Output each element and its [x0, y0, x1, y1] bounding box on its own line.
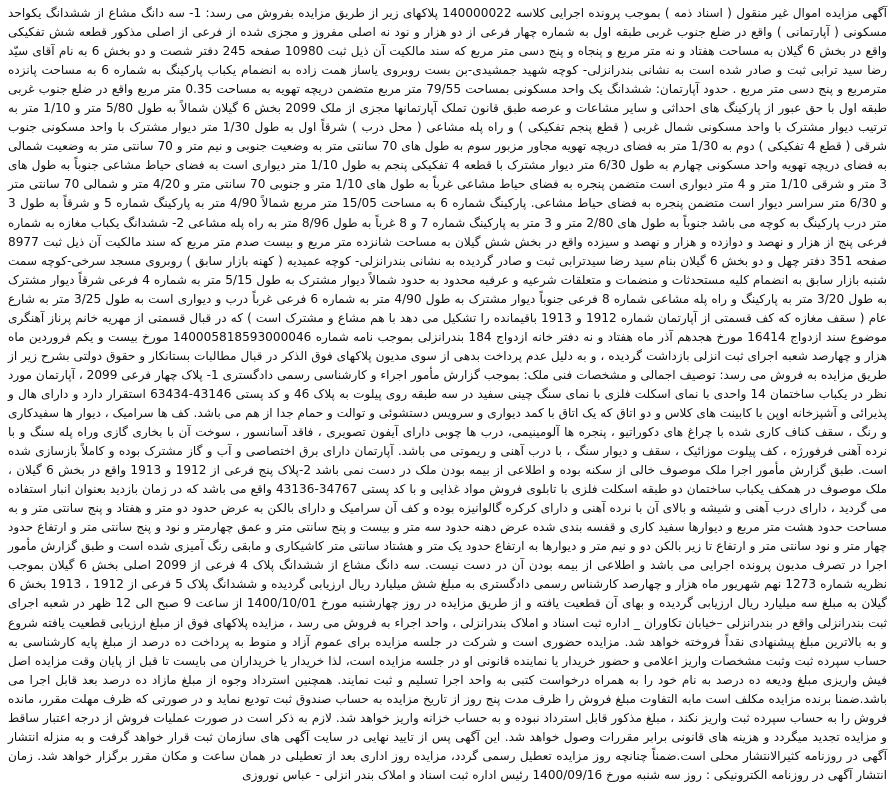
auction-notice-text: آگهی مزایده اموال غیر منقول ( اسناد ذمه ) بموجب پرونده اجرایی کلاسه 140000022 پلاکهای زیر از طریق مزایده بفروش می رسد: 1- سه دانگ مشاع از ششدانگ یکواحد مسکونی ( آپارتمانی ) واقع در ضلع جنوب غربی طبقه اول به شماره چهار فرعی از دو هزار و نود نه اصلی مفروز و مجزی شده از فرعی از اصلی مذکور قطعه شش تفکیکی واقع در بخش 6 گیلان به مساحت هفتاد و نه متر مربع و پنجاه و پنج دسی متر مربع که سند مالکیت آن ذیل ثبت 10980 صفحه 245 دفتر شصت و دو بخش 6 به نام آقای سیّد رضا سید ترابی ثبت و صادر شده است به نشانی بندرانزلی- کوچه شهید جمشیدی-بن بست روبروی یاساز همت زاده به انضمام یکباب پارکینگ به شماره 6 به مساحت پانزده مترمربع و پنج دسی متر مربع . حدود آپارتمان: ششدانگ یک واحد مسکونی بمساحت 79/55 متر مربع متضمن دریچه تهویه به مساحت 0.35 متر مربع واقع در ضلع جنوب غربی طبقه اول با حق عبور از پارکینگ های احداثی و سایر مشاعات و عرصه طبق قانون تملک آپارتمانها مجزی از ملک 2099 بخش 6 گیلان شمالاً به طول 5/80 متر و 1/10 متر به ترتیب دیوار مشترک با واحد مسکونی شمال غربی ( قطع پنجم تفکیکی ) و راه پله مشاعی ( محل درب ) شرقاً اول به طول 1/30 متر دیوار مشترک با واحد مسکونی جنوب شرقی ( قطع 4 تفکیکی ) دوم به 1/30 متر به فضای دریچه تهویه مجاور مزبور سوم به طول های 70 سانتی متر به وضعیت جنوبی و نیم متر و 70 سانتی متر به وضعیت شمالی به فضای دریچه تهویه واحد مسکونی چهارم به طول 6/30 متر دیوار مشترک با قطعه 4 تفکیکی پنجم به طول 1/10 متر دیواری است به فضای حیاط مشاعی جنوباً به طول های 3 متر و شرقی 1/10 متر و 4 متر دیواری است متضمن پنجره به فضای حیاط مشاعی غرباً به طول های 1/10 متر و جنوبی 70 سانتی متر و 4/20 متر و شمالی 70 سانتی متر و 6/30 متر سراسر دیوار است متضمن پنجره به فضای حیاط مشاعی. پارکینگ شماره 6 به مساحت 15/05 متر مربع شمالاً 4/90 متر به پارکینگ شماره 5 و شرقاً به طول 3 متر درب پارکینگ به کوچه می باشد جنوباً به طول های 2/80 متر و 3 متر به پارکینگ شماره 7 و 8 غرباً به طول 8/96 متر به راه پله مشاعی 2- ششدانگ یکباب مغازه به شماره فرعی پنج از هزار و نهصد و دوازده و هزار و نهصد و سیزده واقع در بخش شش گیلان به مساحت شانزده متر مربع و بیست صدم متر مربع که سند مالکیت آن ذیل ثبت 8977 صفحه 351 دفتر چهل و دو بخش 6 گیلان بنام سید رضا سیدترابی ثبت و صادر گردیده به نشانی بندرانزلی- کوچه عمیدیه ( کهنه بازار سابق ) روبروی مسجد سرخی-کوچه سمت شنبه بازار سابق به انضمام کلیه مستحدثات و منضمات و متعلقات شرعیه و عرفیه محدود به حدود شمالاً دیوار مشترک به طول 5/15 متر به شماره 4 فرعی شرقاً دیوار مشترک به طول 3/20 متر به پارکینگ و راه پله مشاعی شماره 8 فرعی جنوباً دیوار مشترک به طول 4/90 متر به شماره 6 فرعی غرباً درب و دیواری است به طول 3/25 متر به شارع عام ( سقف مغازه که کف قسمتی از آپارتمان شماره 1912 و 1913 باقیمانده را تشکیل می دهد با هم مشاع و مشترک است ) که در قبال قسمتی از مهریه خانم پرناز آهنگری موضوع سند ازدواج 16414 مورخ هجدهم آذر ماه هفتاد و نه دفتر خانه ازدواج 184 بندرانزلی بموجب نامه شماره 140005818593000046 مورخ بیست و یکم فروردین ماه هزار و چهارصد شعبه اجرای ثبت انزلی بازداشت گردیده ، و به دلیل عدم پرداخت بدهی از سوی مدیون پلاکهای فوق الذکر در قبال مطالبات بستانکار و حقوق دولتی بشرح زیر از طریق مزایده به فروش می رسد: توصیف اجمالی و مشخصات فنی ملک: بموجب گزارش مأمور اجراء و کارشناسی رسمی دادگستری 1- پلاک چهار فرعی 2099 ، آپارتمان مورد نظر در یکباب ساختمان 14 واحدی با نمای اسکلت فلزی با نمای سنگ چینی سفید در سه طبقه روی پیلوت به پلاک 46 و کد پستی 43146-63434 استقرار دارد و دارای هال و پذیرائی و آشپزخانه اوپن با کابینت های کلاس و دو اتاق که یک اتاق با کمد دیواری و سرویس دستشوئی و توالت و حمام جدا از هم می باشد. کف ها سرامیک ، دیوار ها سفیدکاری و رنگ ، سقف کناف کاری شده با چراغ های دکوراتیو ، پنجره ها آلومینیمی، درب ها چوبی دارای آیفون تصویری ، فاقد آسانسور ، سوخت آن با بخاری گازی وراه پله سنگ و با نرده آهنی فرفورژه ، کف پیلوت موزائیک ، سقف و دیوار سنگ ، با درب آهنی و ریموتی می باشد. آپارتمان دارای برق اختصاصی و آب و گاز مشترک بوده و کاملاً بازسازی شده است. طبق گزارش مأمور اجرا ملک موصوف خالی از سکنه بوده و اطلاعی از بیمه بودن ملک در دست نمی باشد 2-پلاک پنج فرعی از 1912 و 1913 واقع در بخش 6 گیلان ، ملک موصوف در همکف یکباب ساختمان دو طبقه اسکلت فلزی با تابلوی فروش مواد غذایی و با کد پستی 34767-43136 واقع می باشد که در زمان بازدید بعنوان انبار استفاده می گردید ، دارای درب آهنی و شیشه و بالای آن با نرده آهنی و دارای کرکره گالوانیزه بوده و کف آن سرامیک و دارای بالکن به عرض حدود دو متر و هفتاد و پنج سانتی متر و به مساحت حدود هشت متر مربع و دیوارها سفید کاری و قفسه بندی شده عرض دهنه حدود سه متر و بیست و پنج سانتی متر و عمق چهارمتر و نود و پنج سانتی متر و ارتفاع حدود چهار متر و نود سانتی متر و ارتفاع تا زیر بالکن دو و نیم متر و دیوارها به ارتفاع حدود یک متر و هشتاد سانتی متر کاشیکاری و مابقی رنگ آمیزی شده است و طبق گزارش مأمور اجرا در تصرف مدیون پرونده اجرایی می باشد و اطلاعی از بیمه بودن آن در دست نیست. سه دانگ مشاع از ششدانگ پلاک 4 فرعی از 2099 اصلی بخش 6 گیلان بموجب نظریه شماره 1273 نهم شهریور ماه هزار و چهارصد کارشناس رسمی دادگستری به مبلغ شش میلیارد ریال ارزیابی گردیده و ششدانگ پلاک 5 فرعی از 1912 ، 1913 بخش 6 گیلان به مبلغ سه میلیارد ریال ارزیابی گردیده و بهای آن قطعیت یافته و از طریق مزایده در روز چهارشنبه مورخ 1400/10/01 از ساعت 9 صبح الی 12 ظهر در شعبه اجرای ثبت بندرانزلی واقع در بندرانزلی –خیابان تکاوران _ اداره ثبت اسناد و املاک بندرانزلی ، واحد اجراء به فروش می رسد ، مزایده پلاکهای فوق از مبلغ ارزیابی قطعیت یافته شروع و به بالاترین مبلغ پیشنهادی نقداً فروخته خواهد شد. مزایده حضوری است و شرکت در جلسه مزایده برای عموم آزاد و منوط به پرداخت ده درصد از مبلغ پایه کارشناسی به حساب سپرده ثبت وثبت مشخصات واریز اعلامی و حضور خریدار یا نماینده قانونی او در جلسه مزایده است، لذا خریدار یا خریداران می بایست تا قبل از پایان وقت مزایده اصل فیش واریزی مبلغ ودیعه ده درصد به نام خود را به همراه درخواست کتبی به واحد اجرا تسلیم و ثبت نمایند. همچنین استرداد وجوه از مبلغ مازاد ده درصد بعد قابل اجرا می باشد.ضمنا برنده مزایده مکلف است مابه التفاوت مبلغ فروش را ظرف مدت پنج روز از تاریخ مزایده به حساب صندوق ثبت تودیع نماید و در صورتی که ظرف مهلت مقرر، مانده فروش را به حساب سپرده ثبت واریز نکند ، مبلغ مذکور قابل استرداد نبوده و به حساب خزانه واریز خواهد شد. لازم به ذکر است در صورت عملیات فروش از درجه اعتبار ساقط و مزایده تجدید میگردد و هزینه های قانونی برابر مقررات وصول خواهد شد. این آگهی پس از تایید نهایی در سایت آگهی های سازمان ثبت قرار خواهد گرفت و به منزله انتشار آگهی در روزنامه کثیرالانتشار محلی است.ضمناً چنانچه روز مزایده تعطیل رسمی گردد، مزایده روز اداری بعد از تعطیلی در همان ساعت و مکان مقرر برگزار خواهد شد. زمان انتشار آگهی در روزنامه الکترونیکی : روز سه شنبه مورخ 1400/09/16 رئیس اداره ثبت اسناد و املاک بندر انزلی - عباس نوروزی — [8, 6, 888, 782]
